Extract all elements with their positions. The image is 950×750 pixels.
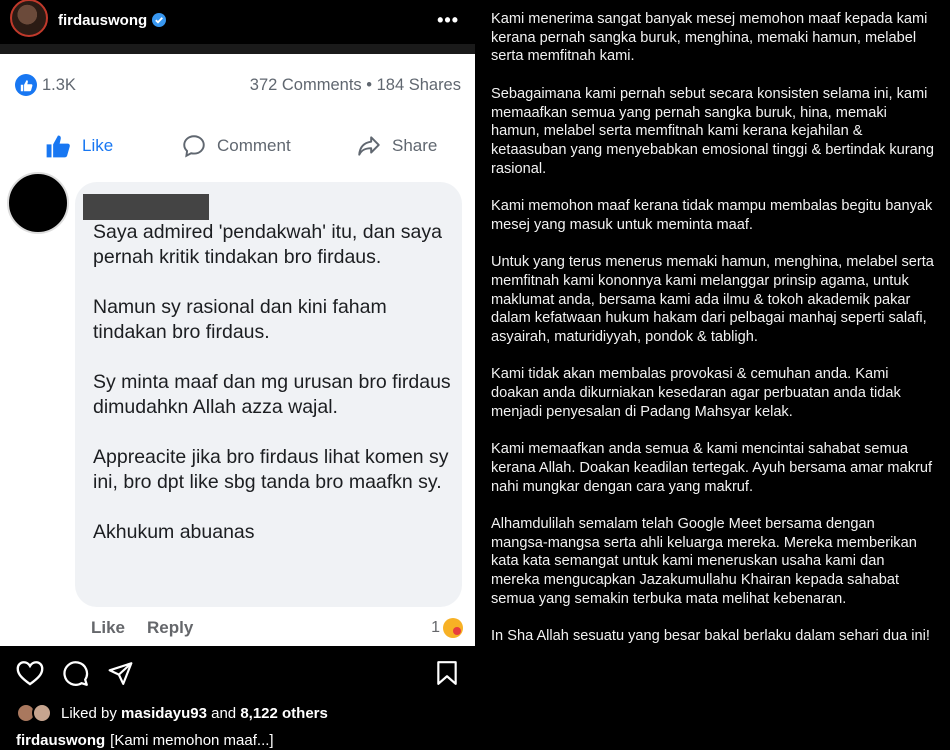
caption-username[interactable]: firdauswong: [16, 732, 106, 749]
profile-avatar[interactable]: [10, 0, 48, 37]
statement-paragraph: Sebagaimana kami pernah sebut secara konsisten selama ini, kami memaafkan semua yang pernah sangka buruk, hina, memaki hamun, melabel serta memfitnah kami kerana kejahilan & ketaasuban yang menyebabkan emosional tinggi & bertindak kurang rasional.: [491, 85, 934, 177]
statement-paragraph: Untuk yang terus menerus memaki hamun, menghina, melabel serta memfitnah kami kononnya kami melanggar prinsip agama, untuk maklumat anda, bersama kami ada ilmu & tokoh akademik pakar dalam kefatwaan hukum hakam dari pelbagai manhaj seperti salafi, asyairah, maturidiyyah, pondok & tabligh.: [491, 254, 934, 345]
commenter-avatar: [7, 172, 69, 234]
share-arrow-icon: [356, 133, 382, 159]
comment-signature: Akhukum abuanas: [93, 521, 255, 543]
liked-by-user[interactable]: masidayu93: [121, 704, 207, 722]
caption-text[interactable]: [Kami memohon maaf...]: [110, 732, 274, 749]
redacted-name: [83, 194, 209, 220]
send-icon[interactable]: [107, 660, 134, 691]
comment-bubble: [75, 182, 462, 607]
post-header: [0, 0, 475, 40]
facebook-action-bar: [0, 128, 475, 164]
comment-footer: [91, 616, 463, 640]
comment-reply-button[interactable]: Reply: [147, 618, 194, 637]
instagram-action-bar: [16, 660, 461, 688]
comment-bubble-icon[interactable]: [62, 660, 89, 692]
liked-by-line[interactable]: [16, 703, 328, 723]
fb-share-button[interactable]: [356, 133, 437, 159]
post-caption: [16, 732, 274, 749]
heart-icon[interactable]: [16, 660, 44, 691]
bookmark-icon[interactable]: [436, 660, 458, 691]
comment-paragraph: Namun sy rasional dan kini faham tindakan bro firdaus.: [93, 296, 387, 343]
statement-paragraph: Kami memaafkan anda semua & kami mencintai sahabat semua kerana Allah. Doakan keadilan tertegak. Ayuh bersama amar makruf nahi mungkar dengan cara yang makruf.: [491, 441, 933, 495]
liked-by-middle: and: [211, 704, 237, 722]
verified-badge-icon: [152, 13, 166, 27]
fb-comment-button[interactable]: [181, 133, 291, 159]
care-reaction-icon: [443, 618, 463, 638]
comments-shares-count: 372 Comments • 184 Shares: [249, 75, 461, 94]
statement-paragraph: Kami tidak akan membalas provokasi & cemuhan anda. Kami doakan anda dikurniakan kesedaran agar perbuatan anda tidak menjadi penyesalan di Padang Mahsyar kelak.: [491, 366, 901, 420]
reaction-count: 1.3K: [42, 75, 76, 94]
statement-panel: [475, 0, 950, 750]
comment-paragraph: Sy minta maaf dan mg urusan bro firdaus dimudahkn Allah azza wajal.: [93, 371, 451, 418]
reaction-bar: [15, 74, 461, 96]
statement-paragraph: Kami menerima sangat banyak mesej memohon maaf kepada kami kerana pernah sangka buruk, menghina, memaki hamun, melabel serta memfitnah kami.: [491, 11, 928, 65]
statement-paragraph: Kami memohon maaf kerana tidak mampu membalas begitu banyak mesej yang masuk untuk meminta maaf.: [491, 198, 933, 233]
comment-like-button[interactable]: Like: [91, 618, 126, 637]
fb-comment-label: Comment: [217, 136, 291, 155]
comment-text: [93, 220, 453, 570]
comment-icon: [181, 133, 207, 159]
liker-avatar: [32, 703, 52, 723]
fb-like-button[interactable]: [44, 133, 113, 159]
statement-paragraph: In Sha Allah sesuatu yang besar bakal berlaku dalam sehari dua ini!: [491, 628, 930, 645]
comment-paragraph: Appreacite jika bro firdaus lihat komen sy ini, bro dpt like sbg tanda bro maafkn sy.: [93, 446, 449, 493]
fb-share-label: Share: [392, 136, 438, 155]
thumbs-up-icon: [44, 133, 72, 159]
fb-like-label: Like: [82, 136, 114, 155]
liked-by-avatars: [16, 703, 56, 723]
comment-paragraph: Saya admired 'pendakwah' itu, dan saya pernah kritik tindakan bro firdaus.: [93, 221, 442, 268]
more-options-icon[interactable]: •••: [437, 10, 459, 30]
liked-by-others[interactable]: 8,122 others: [240, 704, 328, 722]
comment-reaction-count: 1: [431, 619, 440, 636]
statement-paragraph: Alhamdulilah semalam telah Google Meet bersama dengan mangsa-mangsa serta ahli keluarga mereka. Mereka memberikan kata kata semangat untuk kami meneruskan usaha kami dan mereka mengucapkan Jazakumullahu Khairan kepada sahabat semua yang semakin terbuka mata melihat kebenaran.: [491, 515, 917, 607]
like-reaction-icon: [15, 74, 37, 96]
post-username[interactable]: firdauswong: [58, 11, 148, 29]
liked-by-prefix: Liked by: [61, 704, 117, 722]
cropped-strip: [0, 44, 475, 54]
facebook-screenshot: [0, 44, 475, 646]
